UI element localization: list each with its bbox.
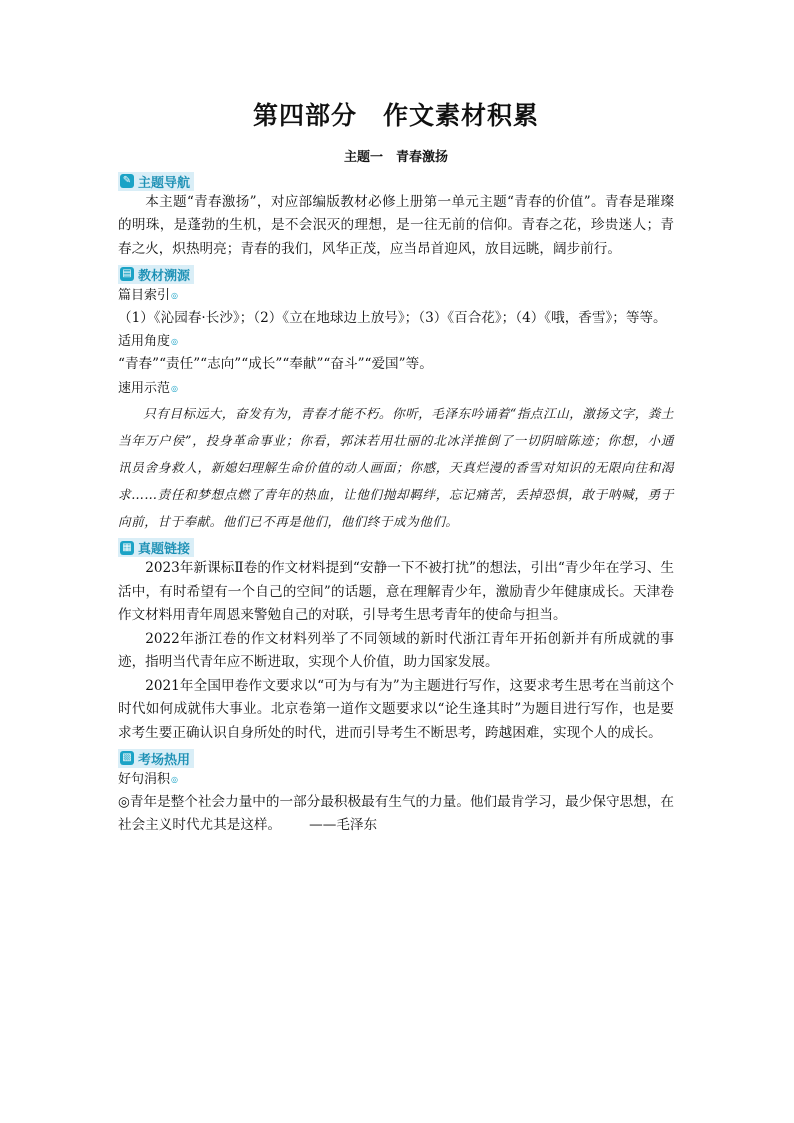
quote-author: ——毛泽东 bbox=[309, 817, 378, 833]
book-icon: ▤ bbox=[120, 267, 134, 281]
example-text: 只有目标远大，奋发有为，青春才能不朽。你听，毛泽东吟诵着“指点江山，激扬文字，粪土当年万户侯”，投身革命事业；你看，郭沫若用壮丽的北冰洋推倒了一切阴暗陈迹；你想，小通讯员舍身救人，新媳妇理解生命价值的动人画面；你感，天真烂漫的香雪对知识的无限向往和渴求……责任和梦想点燃了青年的热血，让他们抛却羁绊，忘记痛苦，丢掉恐惧，敢于呐喊，勇于向前，甘于奉献。他们已不再是他们，他们终于成为他们。 bbox=[118, 405, 674, 529]
section-label: 考场热用 bbox=[138, 752, 191, 768]
links-paragraph: 2022年浙江卷的作文材料列举了不同领域的新时代浙江青年开拓创新并有所成就的事迹，指明当代青年应不断进取，实现个人价值，助力国家发展。 bbox=[118, 630, 674, 670]
nav-paragraph: 本主题“青春激扬”，对应部编版教材必修上册第一单元主题“青春的价值”。青春是璀璨的明珠，是蓬勃的生机，是不会泯灭的理想，是一往无前的信仰。青春之花，珍贵迷人；青春之火，炽热明亮；青春的我们，风华正茂，应当昂首迎风，放目远眺，阔步前行。 bbox=[118, 193, 674, 257]
example-heading-text: 速用示范 bbox=[118, 380, 171, 396]
angle-heading-text: 适用角度 bbox=[118, 334, 171, 349]
index-heading bbox=[118, 284, 674, 307]
dot-icon: ◎ bbox=[171, 774, 178, 784]
quote-paragraph bbox=[118, 791, 674, 838]
section-label: 真题链接 bbox=[138, 542, 191, 557]
section-header-links bbox=[118, 538, 194, 557]
angle-text: “青春”“责任”“志向”“成长”“奉献”“奋斗”“爱国”等。 bbox=[118, 356, 433, 372]
compass-icon: ✎ bbox=[120, 174, 134, 188]
section-header-nav bbox=[118, 172, 194, 191]
section-label: 教材溯源 bbox=[138, 268, 191, 284]
example-heading bbox=[118, 377, 674, 400]
quote-heading-text: 好句涓积 bbox=[118, 771, 171, 787]
dot-icon: ◎ bbox=[171, 290, 178, 300]
index-text: （1）《沁园春·长沙》；（2）《立在地球边上放号》；（3）《百合花》；（4）《哦，香雪》；等等。 bbox=[118, 309, 667, 326]
chart-icon: ▧ bbox=[120, 751, 134, 765]
section-header-hot bbox=[118, 749, 194, 768]
document-content bbox=[118, 98, 674, 838]
angle-heading bbox=[118, 330, 674, 353]
section-label: 主题导航 bbox=[138, 175, 191, 191]
quote-text: ◎青年是整个社会力量中的一部分最积极最有生气的力量。他们最肯学习，最少保守思想，在社会主义时代尤其是这样。 bbox=[118, 793, 674, 833]
topic-title: 主题一 青春激扬 bbox=[343, 150, 448, 165]
document-icon: ▦ bbox=[120, 541, 134, 555]
links-paragraph: 2021年全国甲卷作文要求以“可为与有为”为主题进行写作，这要求考生思考在当前这个时代如何成就伟大事业。北京卷第一道作文题要求以“论生逢其时”为题目进行写作，也是要求考生要正确认识自身所处的时代，进而引导考生不断思考，跨越困难，实现个人的成长。 bbox=[118, 677, 674, 741]
links-paragraph: 2023年新课标Ⅱ卷的作文材料提到“安静一下不被打扰”的想法，引出“青少年在学习、生活中，有时希望有一个自己的空间”的话题，意在理解青少年，激励青少年健康成长。天津卷作文材料用青年周恩来警勉自己的对联，引导考生思考青年的使命与担当。 bbox=[118, 560, 674, 623]
page-title: 第四部分 作文素材积累 bbox=[252, 101, 539, 130]
dot-icon: ◎ bbox=[171, 383, 178, 393]
index-heading-text: 篇目索引 bbox=[118, 287, 171, 303]
quote-heading bbox=[118, 768, 674, 791]
dot-icon: ◎ bbox=[171, 337, 178, 346]
section-header-source bbox=[118, 265, 194, 284]
